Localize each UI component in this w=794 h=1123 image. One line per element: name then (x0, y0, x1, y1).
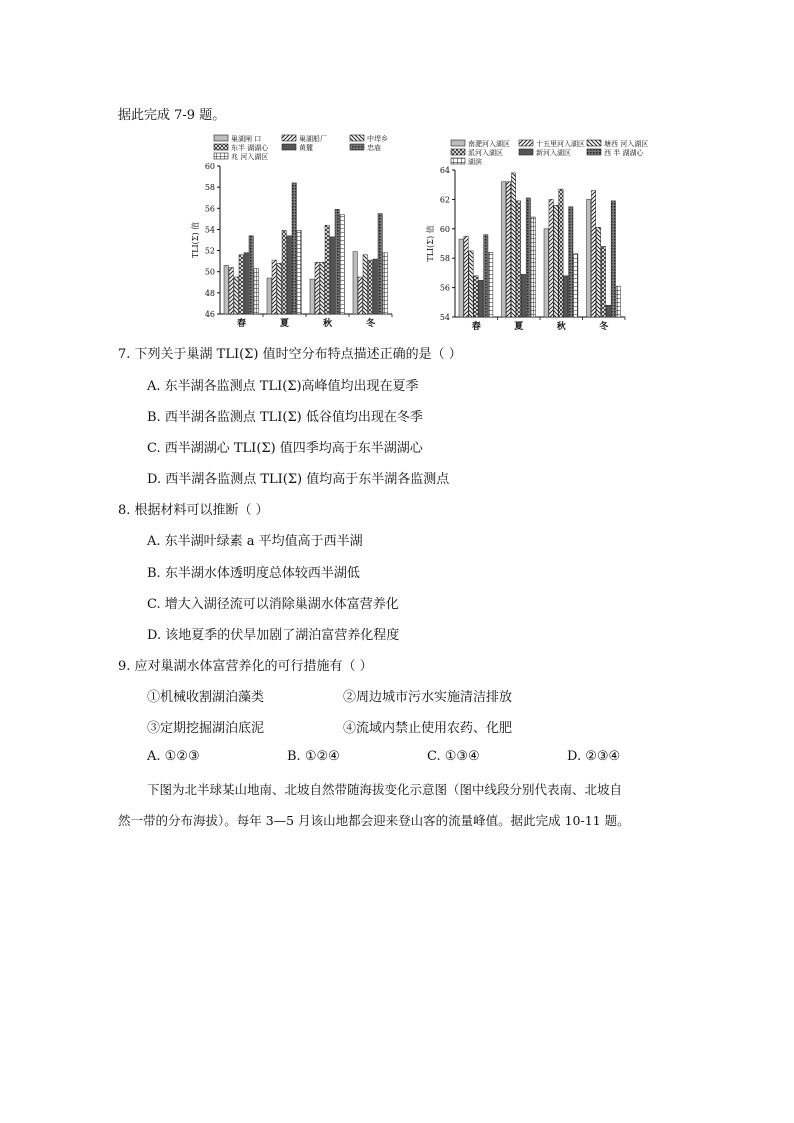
y-tick-label: 64 (439, 166, 450, 175)
bar (521, 274, 525, 317)
legend-swatch (214, 144, 228, 150)
question-9-stem: 9. 应对巢湖水体富营养化的可行措施有（ ） (118, 659, 373, 674)
bar (353, 252, 357, 314)
y-tick-label: 56 (204, 204, 215, 214)
legend-label: 巢湖船厂 (299, 135, 327, 143)
legend-label: 派河入湖区 (468, 149, 503, 157)
legend-swatch (350, 144, 364, 150)
legend-swatch (519, 140, 533, 146)
x-tick-label: 夏 (514, 322, 524, 332)
x-tick-label: 夏 (279, 319, 290, 329)
x-tick-label: 冬 (365, 319, 376, 329)
bar (310, 279, 314, 314)
legend-swatch (587, 140, 601, 146)
tli-chart-east (160, 128, 400, 338)
y-tick-label: 50 (204, 267, 215, 277)
bar (469, 251, 473, 317)
legend-swatch (451, 158, 465, 164)
bar (459, 239, 463, 317)
legend-label: 南淝河入湖区 (468, 140, 510, 148)
x-tick-label: 春 (236, 319, 247, 329)
y-tick-label: 48 (204, 288, 215, 298)
bar (479, 280, 483, 317)
passage-line-1: 下图为北半球某山地南、北坡自然带随海拔变化示意图（图中线段分别代表南、北坡自 (147, 782, 623, 797)
y-axis-label: TLI(Σ) 值 (426, 225, 435, 262)
bar (591, 191, 595, 317)
bar (611, 201, 615, 317)
bar (254, 269, 258, 314)
y-tick-label: 60 (204, 162, 215, 171)
bar (464, 236, 468, 317)
x-tick-label: 秋 (322, 319, 333, 329)
bar (516, 201, 520, 317)
bar (330, 237, 334, 314)
bar (564, 276, 568, 317)
question-8-option-b: B. 东半湖水体透明度总体较西半湖低 (147, 566, 360, 581)
legend-swatch (350, 135, 364, 141)
bar (335, 209, 339, 314)
bar (587, 199, 591, 317)
bar (569, 207, 573, 317)
bar (484, 235, 488, 317)
legend-swatch (282, 144, 296, 150)
legend-label: 湖滨 (468, 158, 482, 166)
bar (606, 305, 610, 317)
bar (320, 262, 324, 314)
x-tick-label: 秋 (556, 322, 566, 332)
bar (554, 205, 558, 317)
bar (559, 189, 563, 317)
question-9-option-d: D. ②③④ (567, 749, 621, 764)
question-9-measure-3: ③定期挖掘湖泊底泥 (147, 721, 265, 736)
bar (574, 254, 578, 317)
bar (358, 277, 362, 314)
question-9-option-a: A. ①②③ (147, 749, 200, 764)
bar (234, 277, 238, 314)
bar (340, 215, 344, 314)
x-tick-label: 春 (471, 322, 481, 332)
y-axis-label: TLI(Σ) 值 (191, 221, 200, 259)
bar (292, 183, 296, 314)
y-tick-label: 62 (439, 195, 450, 205)
bar (474, 276, 478, 317)
legend-swatch (214, 153, 228, 159)
bar (315, 262, 319, 314)
question-9-measure-2: ②周边城市污水实施清洁排放 (343, 690, 513, 705)
bar (224, 265, 228, 314)
bar (601, 246, 605, 317)
question-8-option-c: C. 增大入湖径流可以消除巢湖水体富营养化 (147, 597, 399, 612)
legend-swatch (282, 135, 296, 141)
bar (511, 173, 515, 317)
bar (239, 255, 243, 314)
question-7-stem: 7. 下列关于巢湖 TLI(Σ) 值时空分布特点描述正确的是（ ） (118, 347, 462, 362)
bar (287, 236, 291, 314)
bar (549, 199, 553, 317)
y-tick-label: 60 (439, 224, 450, 234)
bar (544, 229, 548, 317)
question-7-option-b: B. 西半湖各监测点 TLI(Σ) 低谷值均出现在冬季 (147, 410, 423, 425)
y-tick-label: 52 (204, 246, 215, 256)
bar (531, 217, 535, 317)
question-9-option-c: C. ①③④ (427, 749, 480, 764)
bar (249, 236, 253, 314)
bar (368, 260, 372, 314)
bar (325, 225, 329, 314)
passage-line-2: 然一带的分布海拔）。每年 3—5 月该山地都会迎来登山客的流量峰值。据此完成 10-11 题。 (118, 813, 630, 828)
legend-label: 黄麓 (299, 144, 313, 152)
question-9-measure-4: ④流域内禁止使用农药、化肥 (343, 721, 513, 736)
legend-label: 兆 河入湖区 (231, 153, 269, 161)
x-tick-label: 冬 (599, 322, 609, 332)
legend-label: 中垾乡 (367, 135, 388, 143)
question-7-option-c: C. 西半湖湖心 TLI(Σ) 值四季均高于东半湖湖心 (147, 441, 423, 456)
y-tick-label: 54 (204, 225, 215, 235)
bar (383, 253, 387, 314)
legend-label: 东半 湖湖心 (231, 144, 269, 152)
bar (282, 230, 286, 314)
y-tick-label: 56 (439, 283, 450, 293)
bar (489, 252, 493, 317)
bar (616, 286, 620, 317)
question-7-option-a: A. 东半湖各监测点 TLI(Σ)高峰值均出现在夏季 (147, 379, 419, 394)
question-9-measure-1: ①机械收割湖泊藻类 (147, 690, 265, 705)
bar (373, 259, 377, 314)
bar (506, 182, 510, 317)
bar (267, 278, 271, 314)
legend-label: 忠庙 (367, 144, 381, 152)
legend-label: 十五里河入湖区 (536, 140, 585, 148)
legend-swatch (519, 149, 533, 155)
question-8-stem: 8. 根据材料可以推断（ ） (118, 503, 269, 518)
y-tick-label: 46 (204, 310, 215, 319)
question-8-option-a: A. 东半湖叶绿素 a 平均值高于西半湖 (147, 534, 363, 549)
y-tick-label: 54 (439, 313, 450, 322)
bar (596, 227, 600, 317)
bar (378, 214, 382, 314)
bar (526, 198, 530, 317)
bar (363, 255, 367, 314)
question-9-option-b: B. ①②④ (287, 749, 340, 764)
bar (229, 267, 233, 314)
legend-label: 西 半 湖湖心 (604, 149, 644, 157)
bar (502, 182, 506, 317)
legend-label: 巢湖闸 口 (231, 135, 262, 143)
legend-label: 新河入湖区 (536, 149, 571, 157)
question-8-option-d: D. 该地夏季的伏旱加剧了湖泊富营养化程度 (147, 628, 400, 643)
legend-swatch (451, 149, 465, 155)
bar (297, 230, 301, 314)
bar (244, 253, 248, 314)
bar (277, 263, 281, 314)
tli-chart-west (413, 134, 648, 338)
y-tick-label: 58 (439, 254, 450, 264)
legend-swatch (587, 149, 601, 155)
intro-text: 据此完成 7-9 题。 (118, 108, 226, 123)
legend-label: 塘西 河入湖区 (604, 140, 648, 148)
legend-swatch (214, 135, 228, 141)
bar (272, 260, 276, 314)
question-7-option-d: D. 西半湖各监测点 TLI(Σ) 值均高于东半湖各监测点 (147, 472, 450, 487)
y-tick-label: 58 (204, 183, 215, 193)
legend-swatch (451, 140, 465, 146)
